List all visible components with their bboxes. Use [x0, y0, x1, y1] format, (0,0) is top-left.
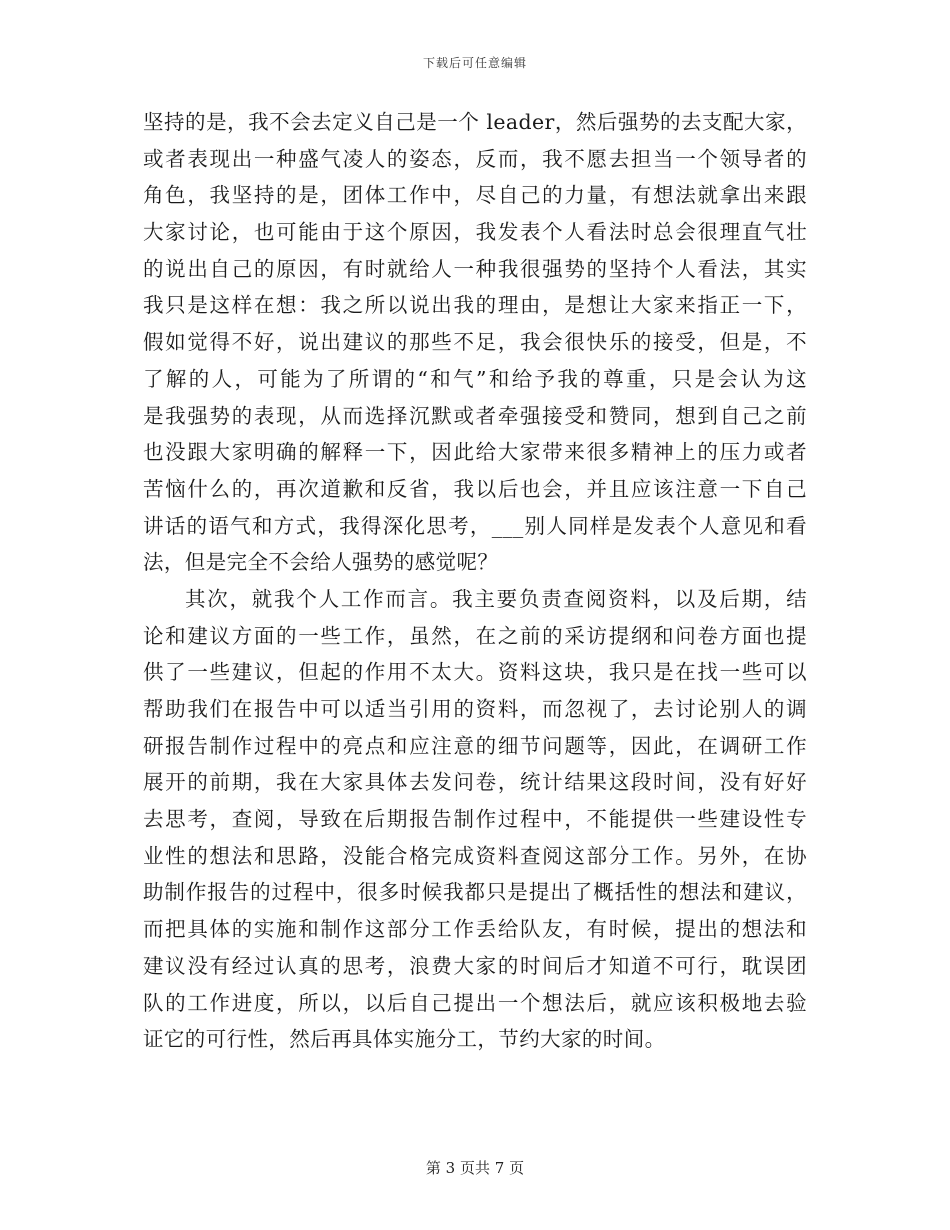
text-line: 供了一些建议，但起的作用不太大。资料这块，我只是在找一些可以 [143, 660, 807, 685]
text-line: 法，但是完全不会给人强势的感觉呢？ [143, 550, 499, 575]
text-line: 助制作报告的过程中，很多时候我都只是提出了概括性的想法和建议， [143, 880, 807, 905]
page-header: 下载后可任意编辑 [422, 56, 527, 70]
text-line: 证它的可行性，然后再具体实施分工，节约大家的时间。 [143, 1027, 666, 1052]
text-line: 研报告制作过程中的亮点和应注意的细节问题等，因此，在调研工作 [143, 733, 807, 758]
text-line: 建议没有经过认真的思考，浪费大家的时间后才知道不可行，耽误团 [143, 953, 807, 978]
document-body [143, 104, 807, 1058]
paragraph-2 [143, 581, 807, 1058]
text-line: 是我强势的表现，从而选择沉默或者牵强接受和赞同，想到自己之前 [143, 403, 807, 428]
text-line: 展开的前期，我在大家具体去发问卷，统计结果这段时间，没有好好 [143, 770, 807, 795]
text-line: 帮助我们在报告中可以适当引用的资料，而忽视了，去讨论别人的调 [143, 697, 807, 721]
text-line: 了解的人，可能为了所谓的“和气”和给予我的尊重，只是会认为这 [143, 366, 807, 391]
text-line: 而把具体的实施和制作这部分工作丢给队友，有时候，提出的想法和 [143, 917, 807, 942]
paragraph-1 [143, 104, 807, 581]
text-line: 坚持的是，我不会去定义自己是一个 leader，然后强势的去支配大家， [143, 110, 807, 134]
text-line: 大家讨论，也可能由于这个原因，我发表个人看法时总会很理直气壮 [143, 220, 807, 245]
text-line: 讲话的语气和方式，我得深化思考，___别人同样是发表个人意见和看 [143, 513, 807, 538]
text-line: 队的工作进度，所以，以后自己提出一个想法后，就应该积极地去验 [143, 990, 807, 1015]
text-line: 业性的想法和思路，没能合格完成资料查阅这部分工作。另外，在协 [143, 843, 807, 868]
text-line: 也没跟大家明确的解释一下，因此给大家带来很多精神上的压力或者 [143, 440, 807, 465]
text-line: 论和建议方面的一些工作，虽然，在之前的采访提纲和问卷方面也提 [143, 623, 807, 648]
text-line: 去思考，查阅，导致在后期报告制作过程中，不能提供一些建设性专 [143, 807, 807, 832]
text-line: 我只是这样在想：我之所以说出我的理由，是想让大家来指正一下， [143, 293, 807, 318]
text-line: 其次，就我个人工作而言。我主要负责查阅资料，以及后期，结 [185, 586, 807, 611]
text-line: 苦恼什么的，再次道歉和反省，我以后也会，并且应该注意一下自己 [143, 476, 807, 501]
text-line: 角色，我坚持的是，团体工作中，尽自己的力量，有想法就拿出来跟 [143, 183, 807, 208]
page-footer: 第 3 页共 7 页 [425, 1159, 525, 1177]
text-line: 假如觉得不好，说出建议的那些不足，我会很快乐的接受，但是，不 [143, 330, 807, 355]
text-line: 的说出自己的原因，有时就给人一种我很强势的坚持个人看法，其实 [143, 256, 807, 281]
text-line: 或者表现出一种盛气凌人的姿态，反而，我不愿去担当一个领导者的 [143, 146, 807, 171]
